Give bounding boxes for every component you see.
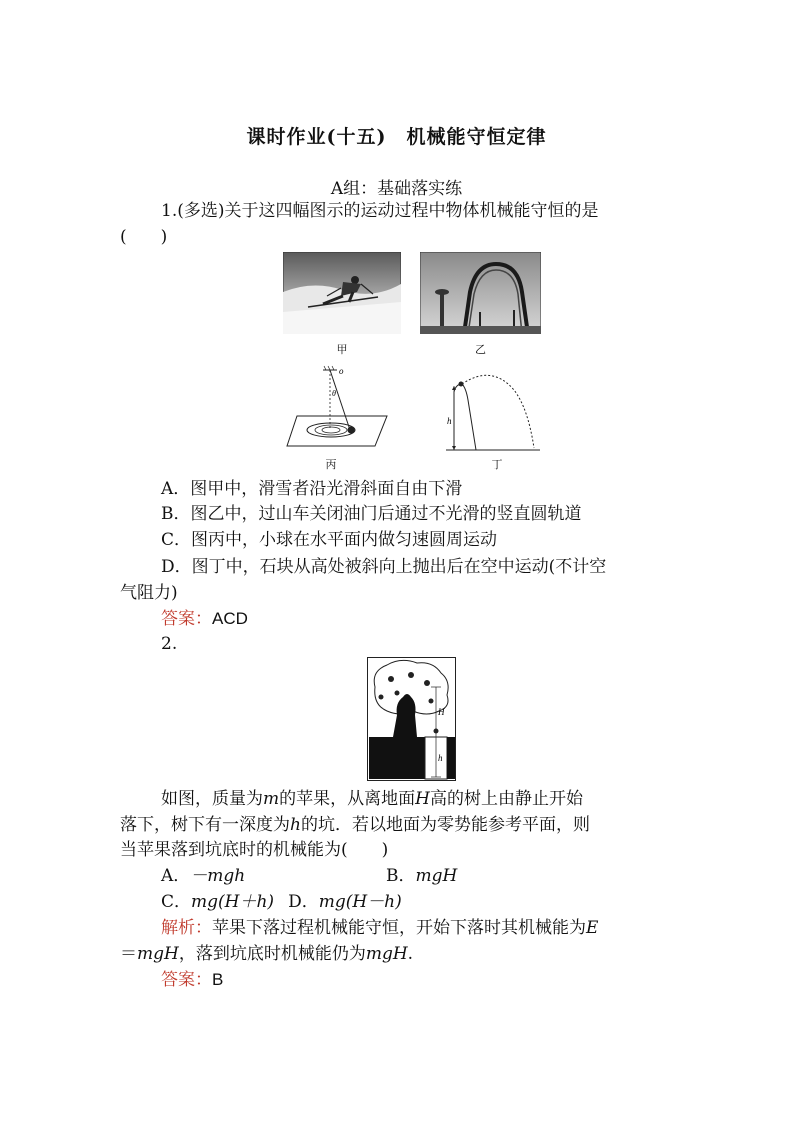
- q1-answer-label: 答案：: [161, 609, 212, 629]
- q1-stem-text: (多选)关于这四幅图示的运动过程中物体机械能守恒的是: [177, 201, 599, 221]
- q2-analysis-label: 解析：: [161, 918, 212, 938]
- q1-number: 1.: [161, 201, 178, 221]
- q2-stem-text-d: 落下，树下有一深度为: [120, 815, 290, 835]
- q2-var-H: H: [415, 789, 430, 809]
- q2-stem-text-a: 如图，质量为: [161, 789, 263, 809]
- q2-stem-line1: [161, 787, 583, 811]
- q1-option-d-cont: 气阻力): [120, 583, 178, 603]
- figure-yi-roller-coaster: [420, 252, 541, 334]
- q2-stem-line2: [120, 813, 590, 837]
- fig-label-h: h: [447, 416, 452, 426]
- q2-answer-label: 答案：: [161, 970, 212, 990]
- q1-option-c: C．图丙中，小球在水平面内做匀速圆周运动: [161, 530, 498, 550]
- q1-stem-line1: [161, 199, 599, 223]
- q2-option-d-value: mg(H－h): [318, 892, 402, 912]
- q2-analysis-text2c: ，落到坑底时机械能仍为: [178, 944, 366, 964]
- q1-option-d: D．图丁中，石块从高处被斜向上抛出后在空中运动(不计空: [161, 557, 607, 577]
- q2-stem-text-c: 高的树上由静止开始: [429, 789, 583, 809]
- q2-stem-text-b: 的苹果，从离地面: [279, 789, 416, 809]
- q2-option-b-value: mgH: [415, 866, 458, 886]
- q2-analysis-line1: [161, 916, 598, 940]
- figure-ding-projectile: [442, 370, 546, 454]
- q2-analysis-var-E: E: [586, 918, 599, 938]
- fig-label-h2: h: [438, 753, 443, 763]
- section-title: A组：基础落实练: [330, 179, 463, 199]
- q2-option-a-label: A．: [161, 866, 191, 886]
- q2-stem-line3: 当苹果落到坑底时的机械能为( ): [120, 840, 389, 860]
- q2-var-h: h: [290, 815, 301, 835]
- q2-analysis-text2d: mgH: [365, 944, 408, 964]
- q2-option-a-value: －mgh: [190, 866, 246, 886]
- q2-stem-text-e: 的坑．若以地面为零势能参考平面，则: [300, 815, 590, 835]
- q2-option-b: [386, 864, 457, 888]
- q1-option-b: B．图乙中，过山车关闭油门后通过不光滑的竖直圆轨道: [161, 504, 582, 524]
- caption-jia: 甲: [336, 343, 348, 356]
- fig-label-o: o: [339, 366, 344, 376]
- caption-yi: 乙: [475, 343, 486, 356]
- q2-analysis-text2e: .: [407, 944, 414, 964]
- q2-analysis-text1: 苹果下落过程机械能守恒，开始下落时其机械能为: [212, 918, 586, 938]
- q2-answer: [161, 968, 223, 992]
- q1-stem-line2: ( ): [120, 227, 168, 247]
- q2-answer-value: B: [212, 970, 224, 989]
- q2-var-m: m: [263, 789, 280, 809]
- q2-number: 2.: [161, 634, 178, 654]
- caption-ding: 丁: [491, 458, 503, 471]
- figure-bing-conical-pendulum: [283, 364, 401, 452]
- q2-analysis-line2: [120, 942, 413, 966]
- q1-answer: [161, 607, 248, 631]
- figure-apple-tree: [367, 657, 456, 781]
- q2-analysis-text2b: mgH: [137, 944, 179, 964]
- q2-option-a: [161, 864, 245, 888]
- fig-label-H: H: [438, 707, 445, 717]
- caption-bing: 丙: [325, 458, 337, 471]
- q2-option-b-label: B．: [386, 866, 416, 886]
- q2-analysis-text2a: ＝: [120, 944, 137, 964]
- q2-option-d-label: D．: [288, 892, 319, 912]
- page-title: 课时作业(十五) 机械能守恒定律: [246, 126, 547, 148]
- q1-option-a: A．图甲中，滑雪者沿光滑斜面自由下滑: [161, 479, 463, 499]
- figure-jia-skier: [283, 252, 401, 334]
- q2-option-c-label: C．: [161, 892, 192, 912]
- q2-option-c-value: mg(H＋h): [191, 892, 275, 912]
- fig-label-theta: θ: [332, 389, 336, 398]
- q1-answer-value: ACD: [212, 609, 248, 628]
- q2-option-cd: [161, 890, 402, 914]
